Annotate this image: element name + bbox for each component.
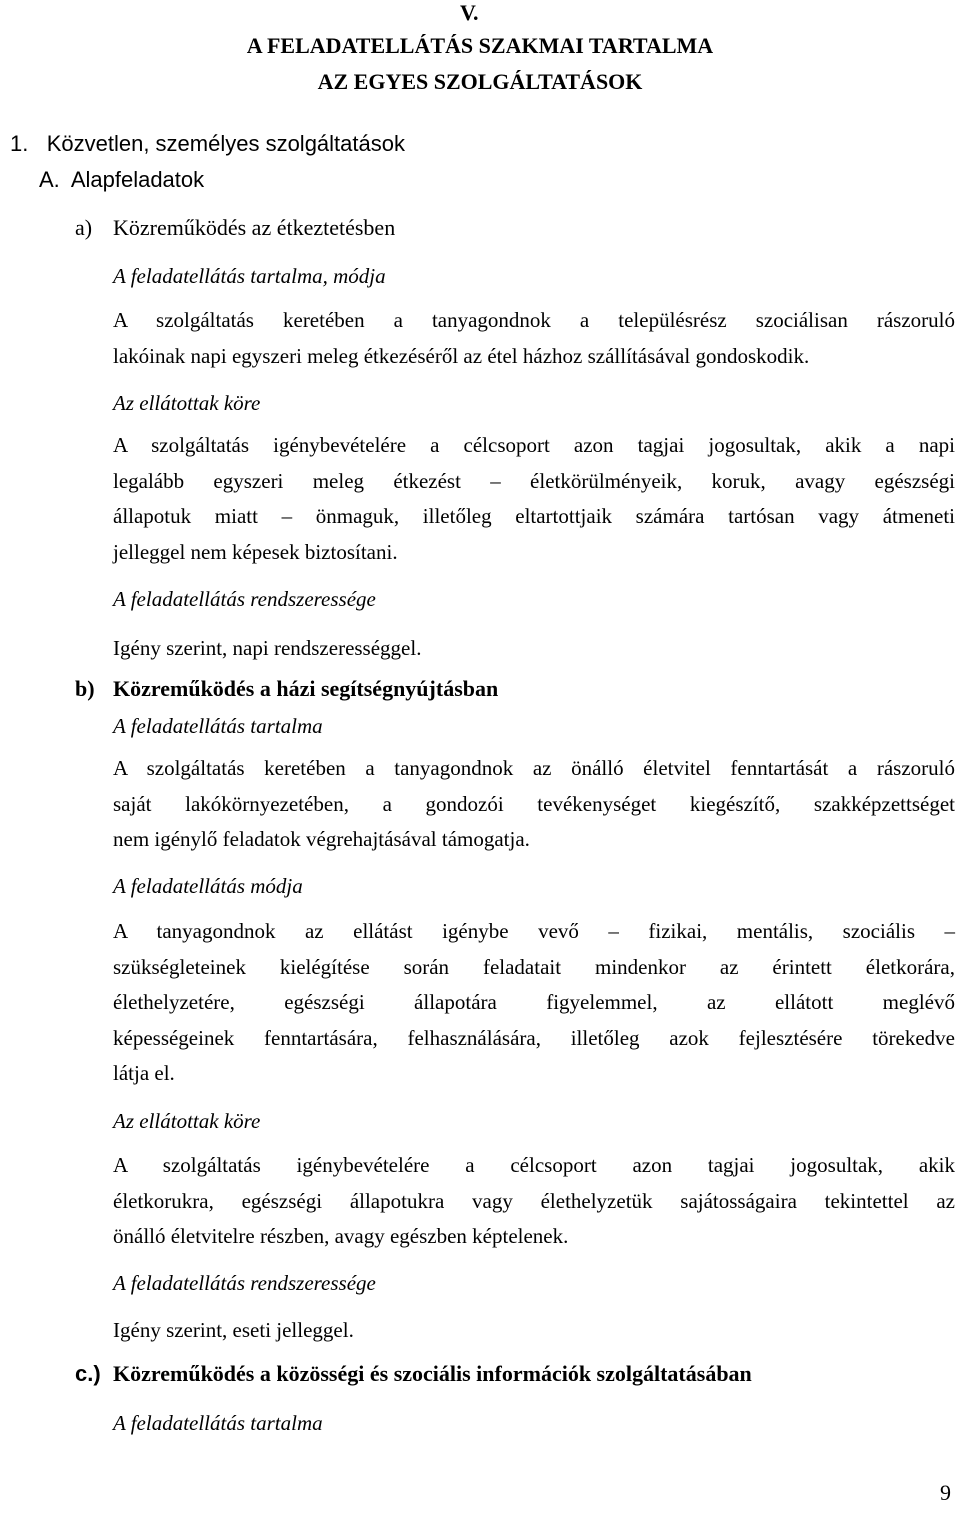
label-recipients-b: Az ellátottak köre: [113, 1109, 261, 1133]
paragraph-line: A szolgáltatás keretében a tanyagondnok a településrész szociálisan rászoruló: [113, 308, 955, 332]
subsection-a-heading: [75, 215, 395, 241]
chapter-title-line-1: A FELADATELLÁTÁS SZAKMAI TARTALMA: [246, 33, 714, 58]
paragraph-a-content: [113, 303, 955, 374]
paragraph-line: A szolgáltatás keretében a tanyagondnok az önálló életvitel fenntartását a rászoruló: [113, 756, 955, 780]
label-recipients: Az ellátottak köre: [113, 391, 261, 415]
chapter-number: V.: [460, 0, 479, 25]
paragraph-line: képességeinek fenntartására, felhasználására, illetőleg azok fejlesztésére törekedve: [113, 1025, 955, 1050]
subsection-a-marker: a): [75, 215, 93, 240]
paragraph-line: életkorukra, egészségi állapotukra vagy élethelyzetük sajátosságaira tekintettel az: [113, 1188, 955, 1213]
page-number: 9: [940, 1480, 951, 1505]
paragraph-line: nem igénylő feladatok végrehajtásával támogatja.: [113, 827, 530, 851]
label-regularity: A feladatellátás rendszeressége: [113, 587, 376, 611]
paragraph-line: jelleggel nem képesek biztosítani.: [113, 539, 398, 564]
regularity-text: Igény szerint, napi rendszerességgel.: [113, 636, 422, 660]
section-a-number: A.: [39, 167, 60, 192]
label-content-method: A feladatellátás tartalma, módja: [113, 264, 386, 288]
subsection-b-heading: [75, 676, 498, 702]
subsection-a-title: Közreműködés az étkeztetésben: [113, 215, 396, 240]
section-1-number: 1.: [10, 131, 29, 156]
regularity-text-b: Igény szerint, eseti jelleggel.: [113, 1318, 354, 1342]
paragraph-b-recipients: [113, 1148, 955, 1255]
subsection-c-heading: [75, 1361, 752, 1387]
label-content: A feladatellátás tartalma: [113, 714, 323, 738]
paragraph-a-recipients: [113, 428, 955, 570]
section-1-label: Közvetlen, személyes szolgáltatások: [46, 131, 405, 156]
paragraph-line: A szolgáltatás igénybevételére a célcsoport azon tagjai jogosultak, akik a napi: [113, 433, 955, 457]
paragraph-b-method: [113, 914, 955, 1092]
subsection-b-marker: b): [75, 676, 95, 701]
section-1-heading: [10, 131, 405, 157]
subsection-c-title: Közreműködés a közösségi és szociális információk szolgáltatásában: [113, 1361, 752, 1386]
section-a-heading: [39, 167, 204, 193]
label-method: A feladatellátás módja: [113, 874, 303, 898]
paragraph-line: legalább egyszeri meleg étkezést – életkörülményeik, koruk, avagy egészségi: [113, 468, 955, 493]
label-regularity-b: A feladatellátás rendszeressége: [113, 1271, 376, 1295]
chapter-title-line-2: AZ EGYES SZOLGÁLTATÁSOK: [317, 69, 643, 94]
paragraph-b-content: [113, 751, 955, 858]
subsection-c-marker: c.): [75, 1361, 101, 1386]
paragraph-line: saját lakókörnyezetében, a gondozói tevékenységet kiegészítő, szakképzettséget: [113, 791, 955, 816]
paragraph-line: szükségleteinek kielégítése során feladatait mindenkor az érintett életkorára,: [113, 954, 955, 979]
paragraph-line: önálló életvitelre részben, avagy egészben képtelenek.: [113, 1224, 569, 1248]
paragraph-line: élethelyzetére, egészségi állapotára figyelemmel, az ellátott meglévő: [113, 990, 955, 1014]
paragraph-line: A tanyagondnok az ellátást igénybe vevő – fizikai, mentális, szociális –: [113, 919, 955, 943]
paragraph-line: állapotuk miatt – önmaguk, illetőleg eltartottjaik számára tartósan vagy átmeneti: [113, 504, 955, 528]
paragraph-line: lakóinak napi egyszeri meleg étkezéséről az étel házhoz szállításával gondoskodik.: [113, 343, 810, 368]
paragraph-line: látja el.: [113, 1061, 175, 1085]
section-a-label: Alapfeladatok: [70, 167, 205, 192]
subsection-b-title: Közreműködés a házi segítségnyújtásban: [113, 676, 499, 701]
label-content-c: A feladatellátás tartalma: [113, 1411, 323, 1435]
paragraph-line: A szolgáltatás igénybevételére a célcsoport azon tagjai jogosultak, akik: [113, 1153, 955, 1177]
